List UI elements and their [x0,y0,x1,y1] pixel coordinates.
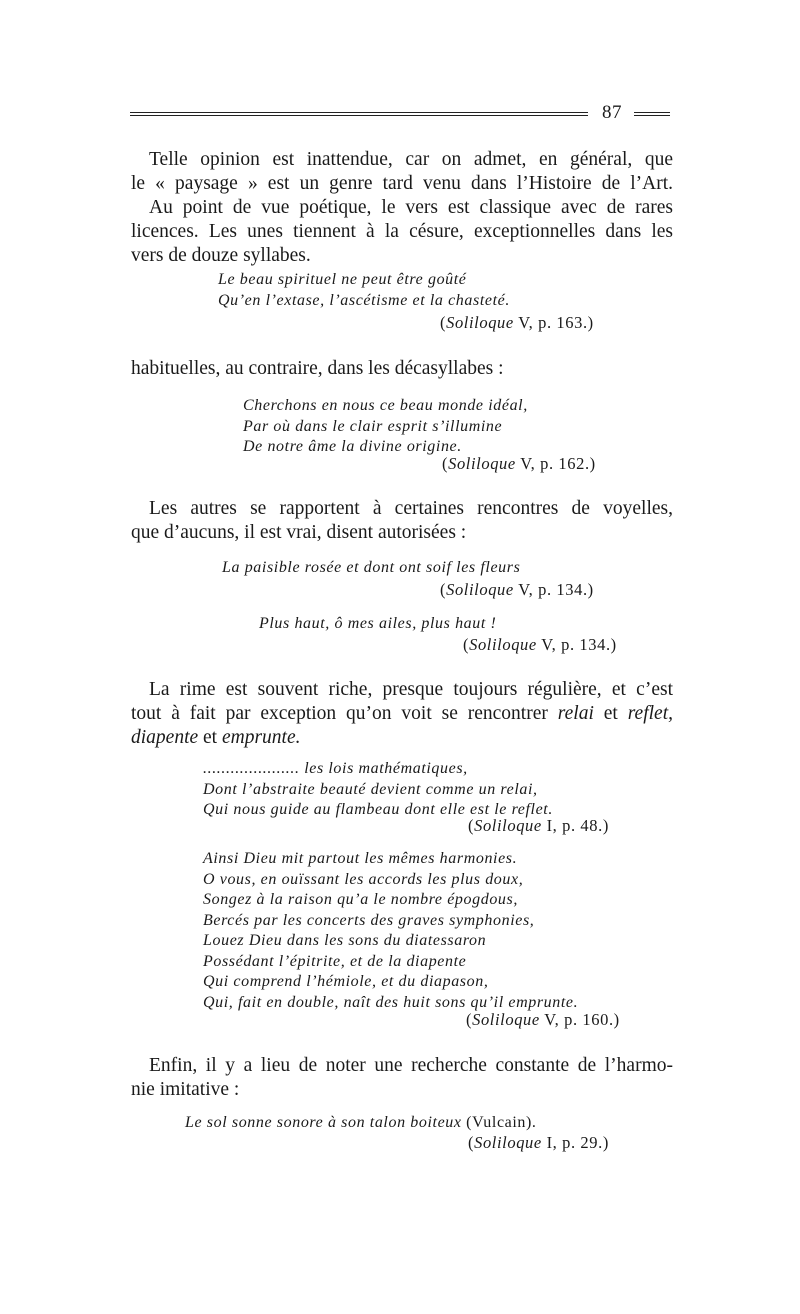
paragraph-5 [131,1054,673,1102]
verse-quote-5 [203,759,553,821]
header-rule-left [130,112,588,116]
citation-work: Soliloque [472,1010,540,1029]
citation-paren: ( [440,580,447,599]
text-line: Au point de vue poétique, le vers est classique avec de rares [149,197,673,218]
citation-paren: ( [466,1010,473,1029]
verse-line: Qu’en l’extase, l’ascétisme et la chasteté. [218,291,510,309]
verse-attribution: (Vulcain). [461,1114,537,1131]
verse-line: Plus haut, ô mes ailes, plus haut ! [259,615,497,632]
verse-line: Possédant l’épitrite, et de la diapente [203,952,467,970]
citation-3 [440,580,594,601]
text-line: nie imitative : [131,1079,240,1100]
text-line: La rime est souvent riche, presque toujours régulière, et c’est [149,679,673,700]
citation-ref: V, p. 160.) [539,1010,620,1029]
text-line: Enfin, il y a lieu de noter une recherche constante de l’harmo- [149,1055,673,1076]
citation-work: Soliloque [448,454,516,473]
verse-line: Qui nous guide au flambeau dont elle est le reflet. [203,801,553,818]
verse-quote-2 [243,396,528,458]
verse-text: Le sol sonne sonore à son talon boiteux [185,1114,462,1131]
citation-ref: I, p. 29.) [541,1133,609,1152]
citation-6 [466,1010,620,1031]
emphasis-word: reflet, [627,703,673,724]
page-header [130,104,672,128]
citation-work: Soliloque [446,313,514,332]
verse-quote-4 [259,614,496,635]
verse-line: Dont l’abstraite beauté devient comme un relai, [203,780,538,798]
paragraph-3 [131,497,673,545]
citation-work: Soliloque [474,1133,542,1152]
emphasis-word: emprunte. [221,727,301,748]
verse-line: Cherchons en nous ce beau monde idéal, [243,397,528,414]
citation-work: Soliloque [474,816,542,835]
text-line: Les autres se rapportent à certaines rencontres de voyelles, [149,498,673,519]
citation-4 [463,635,617,656]
verse-line: Bercés par les concerts des graves symphonies, [203,911,535,929]
text-line [131,702,673,726]
citation-ref: V, p. 162.) [515,454,596,473]
citation-paren: ( [468,816,475,835]
verse-line: De notre âme la divine origine. [243,438,462,455]
citation-ref: I, p. 48.) [541,816,609,835]
verse-line: Songez à la raison qu’a le nombre épogdous, [203,891,518,908]
paragraph-1 [131,148,673,268]
page-number: 87 [602,102,622,123]
text-run: et [198,727,222,748]
emphasis-word: relai [557,703,594,724]
text-line: que d’aucuns, il est vrai, disent autorisées : [131,522,467,543]
text-line: habituelles, au contraire, dans les décasyllabes : [131,358,504,379]
verse-quote-1 [218,270,510,311]
verse-line: ..................... les lois mathématiques, [203,760,468,777]
text-line [131,726,673,750]
text-run: tout à fait par exception qu’on voit se rencontrer [131,703,558,724]
verse-line: Louez Dieu dans les sons du diatessaron [203,932,487,949]
text-line: Telle opinion est inattendue, car on admet, en général, que [149,149,673,170]
text-line: licences. Les unes tiennent à la césure, exceptionnelles dans les [131,221,673,242]
text-run: et [593,703,628,724]
verse-line: Le beau spirituel ne peut être goûté [218,271,467,288]
header-rule-right [634,112,670,116]
citation-2 [442,454,596,475]
verse-quote-6 [203,849,578,1013]
verse-line [185,1113,537,1134]
text-line: le « paysage » est un genre tard venu dans l’Histoire de l’Art. [131,173,673,194]
verse-line: Par où dans le clair esprit s’illumine [243,417,503,435]
citation-paren: ( [463,635,470,654]
paragraph-4 [131,678,673,750]
emphasis-word: diapente [131,727,199,748]
citation-paren: ( [440,313,447,332]
verse-line: Qui, fait en double, naît des huit sons qu’il emprunte. [203,993,579,1011]
verse-line: La paisible rosée et dont ont soif les fleurs [222,559,521,576]
citation-work: Soliloque [446,580,514,599]
verse-line: O vous, en ouïssant les accords les plus doux, [203,870,524,888]
citation-ref: V, p. 134.) [513,580,594,599]
citation-ref: V, p. 134.) [536,635,617,654]
verse-line: Ainsi Dieu mit partout les mêmes harmonies. [203,850,518,867]
verse-line: Qui comprend l’hémiole, et du diapason, [203,973,489,990]
citation-paren: ( [442,454,449,473]
citation-7 [468,1133,609,1154]
citation-work: Soliloque [469,635,537,654]
paragraph-2 [131,357,673,381]
citation-ref: V, p. 163.) [513,313,594,332]
verse-quote-7 [185,1113,537,1134]
citation-5 [468,816,609,837]
verse-quote-3 [222,558,520,579]
citation-1 [440,313,594,334]
text-line: vers de douze syllabes. [131,245,311,266]
citation-paren: ( [468,1133,475,1152]
